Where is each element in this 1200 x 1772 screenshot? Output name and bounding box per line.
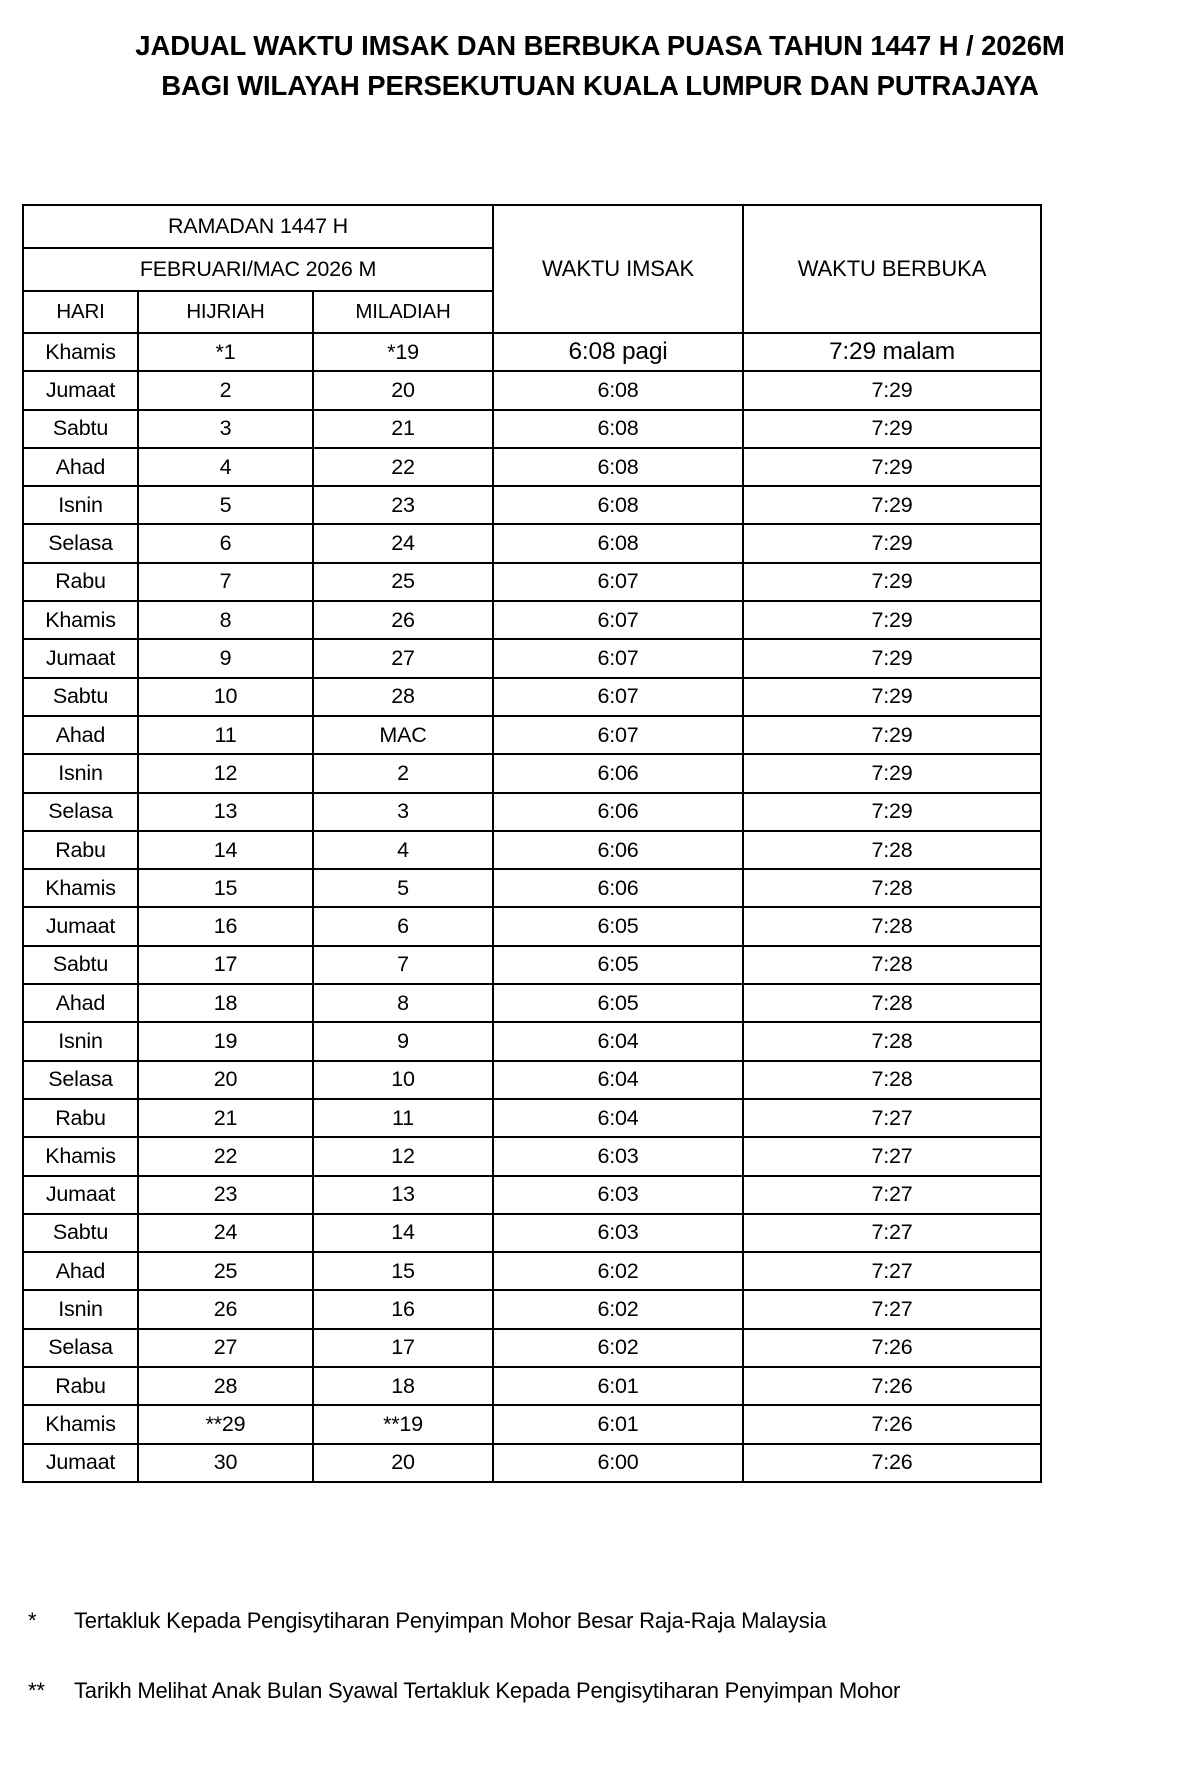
- cell-waktu-berbuka: 7:29: [743, 793, 1041, 831]
- cell-hari: Jumaat: [23, 1176, 138, 1214]
- cell-miladiah: 27: [313, 639, 493, 677]
- cell-waktu-berbuka: 7:29: [743, 371, 1041, 409]
- cell-waktu-imsak: 6:02: [493, 1329, 743, 1367]
- cell-miladiah: 5: [313, 869, 493, 907]
- cell-miladiah: 23: [313, 486, 493, 524]
- cell-waktu-imsak: 6:06: [493, 754, 743, 792]
- cell-hijriah: 21: [138, 1099, 313, 1137]
- cell-waktu-berbuka: 7:27: [743, 1137, 1041, 1175]
- cell-miladiah: 8: [313, 984, 493, 1022]
- footnote: [28, 1608, 1168, 1634]
- cell-hari: Ahad: [23, 984, 138, 1022]
- footnote-marker: **: [28, 1678, 45, 1703]
- table-row: [23, 754, 1041, 792]
- cell-waktu-imsak: 6:03: [493, 1214, 743, 1252]
- cell-miladiah: 6: [313, 907, 493, 945]
- header-hijriah: HIJRIAH: [138, 291, 313, 333]
- cell-waktu-imsak: 6:08: [493, 410, 743, 448]
- table-row: [23, 1367, 1041, 1405]
- cell-miladiah: 2: [313, 754, 493, 792]
- table-row: [23, 1061, 1041, 1099]
- cell-hijriah: 30: [138, 1444, 313, 1482]
- cell-waktu-berbuka: 7:27: [743, 1252, 1041, 1290]
- header-miladiah: MILADIAH: [313, 291, 493, 333]
- cell-waktu-imsak: 6:06: [493, 831, 743, 869]
- header-gregorian-month: FEBRUARI/MAC 2026 M: [23, 248, 493, 291]
- cell-hijriah: 6: [138, 524, 313, 562]
- table-row: [23, 1099, 1041, 1137]
- table-row: [23, 984, 1041, 1022]
- cell-waktu-imsak: 6:01: [493, 1405, 743, 1443]
- cell-hari: Ahad: [23, 448, 138, 486]
- cell-waktu-berbuka: 7:28: [743, 984, 1041, 1022]
- cell-miladiah: *19: [313, 333, 493, 371]
- cell-waktu-imsak: 6:06: [493, 869, 743, 907]
- cell-hijriah: 2: [138, 371, 313, 409]
- cell-miladiah: 20: [313, 371, 493, 409]
- cell-waktu-berbuka: 7:26: [743, 1444, 1041, 1482]
- cell-hari: Selasa: [23, 1061, 138, 1099]
- cell-miladiah: MAC: [313, 716, 493, 754]
- cell-waktu-imsak: 6:06: [493, 793, 743, 831]
- header-row-hijri-month: [23, 205, 1041, 248]
- cell-hijriah: 18: [138, 984, 313, 1022]
- cell-waktu-imsak: 6:04: [493, 1022, 743, 1060]
- table-row: [23, 869, 1041, 907]
- cell-hijriah: 4: [138, 448, 313, 486]
- table-row: [23, 448, 1041, 486]
- cell-waktu-imsak: 6:05: [493, 946, 743, 984]
- cell-waktu-berbuka: 7:29: [743, 678, 1041, 716]
- cell-miladiah: 9: [313, 1022, 493, 1060]
- cell-miladiah: 20: [313, 1444, 493, 1482]
- cell-hari: Rabu: [23, 563, 138, 601]
- cell-hijriah: *1: [138, 333, 313, 371]
- cell-waktu-imsak: 6:05: [493, 907, 743, 945]
- cell-miladiah: 18: [313, 1367, 493, 1405]
- cell-hijriah: 19: [138, 1022, 313, 1060]
- cell-hari: Khamis: [23, 869, 138, 907]
- title-line-2: BAGI WILAYAH PERSEKUTUAN KUALA LUMPUR DAN PUTRAJAYA: [161, 69, 1039, 101]
- cell-waktu-berbuka: 7:26: [743, 1329, 1041, 1367]
- cell-hari: Isnin: [23, 1290, 138, 1328]
- table-row: [23, 1214, 1041, 1252]
- cell-waktu-berbuka: 7:27: [743, 1290, 1041, 1328]
- cell-waktu-berbuka: 7:29: [743, 448, 1041, 486]
- footnote-text: Tertakluk Kepada Pengisytiharan Penyimpan Mohor Besar Raja-Raja Malaysia: [74, 1608, 827, 1633]
- cell-hijriah: 14: [138, 831, 313, 869]
- cell-hari: Khamis: [23, 1137, 138, 1175]
- cell-hari: Jumaat: [23, 639, 138, 677]
- cell-hari: Sabtu: [23, 410, 138, 448]
- cell-hari: Jumaat: [23, 907, 138, 945]
- cell-hijriah: 24: [138, 1214, 313, 1252]
- cell-hijriah: 15: [138, 869, 313, 907]
- header-waktu-berbuka: WAKTU BERBUKA: [743, 205, 1041, 333]
- table-row: [23, 1022, 1041, 1060]
- cell-hijriah: 16: [138, 907, 313, 945]
- cell-waktu-berbuka: 7:29 malam: [743, 333, 1041, 371]
- cell-waktu-imsak: 6:08 pagi: [493, 333, 743, 371]
- cell-waktu-imsak: 6:00: [493, 1444, 743, 1482]
- cell-hijriah: 5: [138, 486, 313, 524]
- prayer-schedule-table: [22, 204, 1042, 1483]
- cell-hari: Selasa: [23, 524, 138, 562]
- cell-hijriah: 11: [138, 716, 313, 754]
- table-row: [23, 333, 1041, 371]
- cell-miladiah: 4: [313, 831, 493, 869]
- cell-hari: Isnin: [23, 1022, 138, 1060]
- cell-hari: Sabtu: [23, 1214, 138, 1252]
- cell-waktu-berbuka: 7:27: [743, 1176, 1041, 1214]
- cell-waktu-imsak: 6:07: [493, 563, 743, 601]
- cell-waktu-berbuka: 7:29: [743, 639, 1041, 677]
- cell-waktu-berbuka: 7:28: [743, 869, 1041, 907]
- cell-hari: Sabtu: [23, 678, 138, 716]
- cell-waktu-imsak: 6:02: [493, 1290, 743, 1328]
- table-row: [23, 601, 1041, 639]
- cell-hijriah: 20: [138, 1061, 313, 1099]
- cell-hijriah: 8: [138, 601, 313, 639]
- cell-waktu-imsak: 6:07: [493, 678, 743, 716]
- header-hijri-month: RAMADAN 1447 H: [23, 205, 493, 248]
- table-row: [23, 907, 1041, 945]
- header-waktu-imsak: WAKTU IMSAK: [493, 205, 743, 333]
- cell-waktu-berbuka: 7:29: [743, 563, 1041, 601]
- cell-hari: Rabu: [23, 1099, 138, 1137]
- cell-hijriah: 7: [138, 563, 313, 601]
- cell-miladiah: 25: [313, 563, 493, 601]
- table-body: [23, 333, 1041, 1482]
- cell-miladiah: **19: [313, 1405, 493, 1443]
- cell-waktu-berbuka: 7:26: [743, 1367, 1041, 1405]
- cell-waktu-berbuka: 7:27: [743, 1214, 1041, 1252]
- cell-hari: Selasa: [23, 793, 138, 831]
- page-title: [0, 0, 1200, 106]
- table-row: [23, 1176, 1041, 1214]
- table-row: [23, 1444, 1041, 1482]
- cell-hijriah: 27: [138, 1329, 313, 1367]
- cell-waktu-imsak: 6:05: [493, 984, 743, 1022]
- cell-waktu-berbuka: 7:29: [743, 524, 1041, 562]
- cell-hari: Khamis: [23, 601, 138, 639]
- cell-hijriah: 12: [138, 754, 313, 792]
- table-row: [23, 678, 1041, 716]
- table-row: [23, 524, 1041, 562]
- table-header: [23, 205, 1041, 333]
- cell-hari: Rabu: [23, 831, 138, 869]
- cell-hijriah: 3: [138, 410, 313, 448]
- cell-miladiah: 3: [313, 793, 493, 831]
- cell-hari: Selasa: [23, 1329, 138, 1367]
- cell-waktu-berbuka: 7:28: [743, 1022, 1041, 1060]
- cell-miladiah: 12: [313, 1137, 493, 1175]
- cell-waktu-berbuka: 7:29: [743, 486, 1041, 524]
- table-row: [23, 1405, 1041, 1443]
- cell-hari: Khamis: [23, 333, 138, 371]
- cell-miladiah: 22: [313, 448, 493, 486]
- cell-miladiah: 26: [313, 601, 493, 639]
- cell-waktu-berbuka: 7:28: [743, 946, 1041, 984]
- footnote: [28, 1678, 1168, 1704]
- table-row: [23, 793, 1041, 831]
- cell-waktu-imsak: 6:08: [493, 486, 743, 524]
- footnote-marker: *: [28, 1608, 37, 1633]
- cell-miladiah: 28: [313, 678, 493, 716]
- footnote-text: Tarikh Melihat Anak Bulan Syawal Tertakluk Kepada Pengisytiharan Penyimpan Mohor: [74, 1678, 901, 1703]
- cell-waktu-berbuka: 7:26: [743, 1405, 1041, 1443]
- cell-hari: Isnin: [23, 754, 138, 792]
- cell-miladiah: 16: [313, 1290, 493, 1328]
- cell-miladiah: 7: [313, 946, 493, 984]
- table-row: [23, 1329, 1041, 1367]
- cell-hari: Jumaat: [23, 1444, 138, 1482]
- cell-miladiah: 17: [313, 1329, 493, 1367]
- cell-miladiah: 13: [313, 1176, 493, 1214]
- table-row: [23, 831, 1041, 869]
- cell-waktu-berbuka: 7:28: [743, 907, 1041, 945]
- cell-waktu-imsak: 6:01: [493, 1367, 743, 1405]
- cell-miladiah: 10: [313, 1061, 493, 1099]
- cell-hari: Sabtu: [23, 946, 138, 984]
- cell-waktu-berbuka: 7:29: [743, 754, 1041, 792]
- cell-miladiah: 15: [313, 1252, 493, 1290]
- table-row: [23, 1137, 1041, 1175]
- cell-waktu-berbuka: 7:29: [743, 410, 1041, 448]
- table-row: [23, 371, 1041, 409]
- cell-waktu-imsak: 6:02: [493, 1252, 743, 1290]
- cell-waktu-berbuka: 7:29: [743, 716, 1041, 754]
- cell-waktu-berbuka: 7:29: [743, 601, 1041, 639]
- table-row: [23, 486, 1041, 524]
- cell-waktu-imsak: 6:07: [493, 716, 743, 754]
- cell-waktu-berbuka: 7:28: [743, 831, 1041, 869]
- cell-hijriah: 17: [138, 946, 313, 984]
- cell-hijriah: 26: [138, 1290, 313, 1328]
- table-row: [23, 946, 1041, 984]
- cell-hari: Isnin: [23, 486, 138, 524]
- cell-hijriah: 23: [138, 1176, 313, 1214]
- cell-hijriah: 22: [138, 1137, 313, 1175]
- title-line-1: JADUAL WAKTU IMSAK DAN BERBUKA PUASA TAHUN 1447 H / 2026M: [135, 30, 1065, 61]
- cell-waktu-imsak: 6:07: [493, 639, 743, 677]
- cell-hari: Khamis: [23, 1405, 138, 1443]
- cell-waktu-imsak: 6:08: [493, 448, 743, 486]
- cell-miladiah: 24: [313, 524, 493, 562]
- table-row: [23, 563, 1041, 601]
- cell-hijriah: 13: [138, 793, 313, 831]
- cell-waktu-berbuka: 7:27: [743, 1099, 1041, 1137]
- table-row: [23, 410, 1041, 448]
- cell-hijriah: 28: [138, 1367, 313, 1405]
- table-row: [23, 639, 1041, 677]
- cell-waktu-imsak: 6:07: [493, 601, 743, 639]
- cell-miladiah: 14: [313, 1214, 493, 1252]
- cell-hijriah: 10: [138, 678, 313, 716]
- schedule-table-wrapper: [22, 204, 1040, 1483]
- cell-hari: Rabu: [23, 1367, 138, 1405]
- cell-hari: Ahad: [23, 1252, 138, 1290]
- cell-hari: Jumaat: [23, 371, 138, 409]
- table-row: [23, 716, 1041, 754]
- cell-waktu-imsak: 6:08: [493, 371, 743, 409]
- table-row: [23, 1290, 1041, 1328]
- cell-hijriah: 9: [138, 639, 313, 677]
- table-row: [23, 1252, 1041, 1290]
- cell-miladiah: 21: [313, 410, 493, 448]
- cell-waktu-berbuka: 7:28: [743, 1061, 1041, 1099]
- cell-waktu-imsak: 6:04: [493, 1061, 743, 1099]
- cell-hijriah: **29: [138, 1405, 313, 1443]
- header-hari: HARI: [23, 291, 138, 333]
- cell-waktu-imsak: 6:08: [493, 524, 743, 562]
- cell-waktu-imsak: 6:04: [493, 1099, 743, 1137]
- cell-waktu-imsak: 6:03: [493, 1176, 743, 1214]
- footnotes: [28, 1608, 1168, 1748]
- cell-waktu-imsak: 6:03: [493, 1137, 743, 1175]
- cell-miladiah: 11: [313, 1099, 493, 1137]
- cell-hari: Ahad: [23, 716, 138, 754]
- cell-hijriah: 25: [138, 1252, 313, 1290]
